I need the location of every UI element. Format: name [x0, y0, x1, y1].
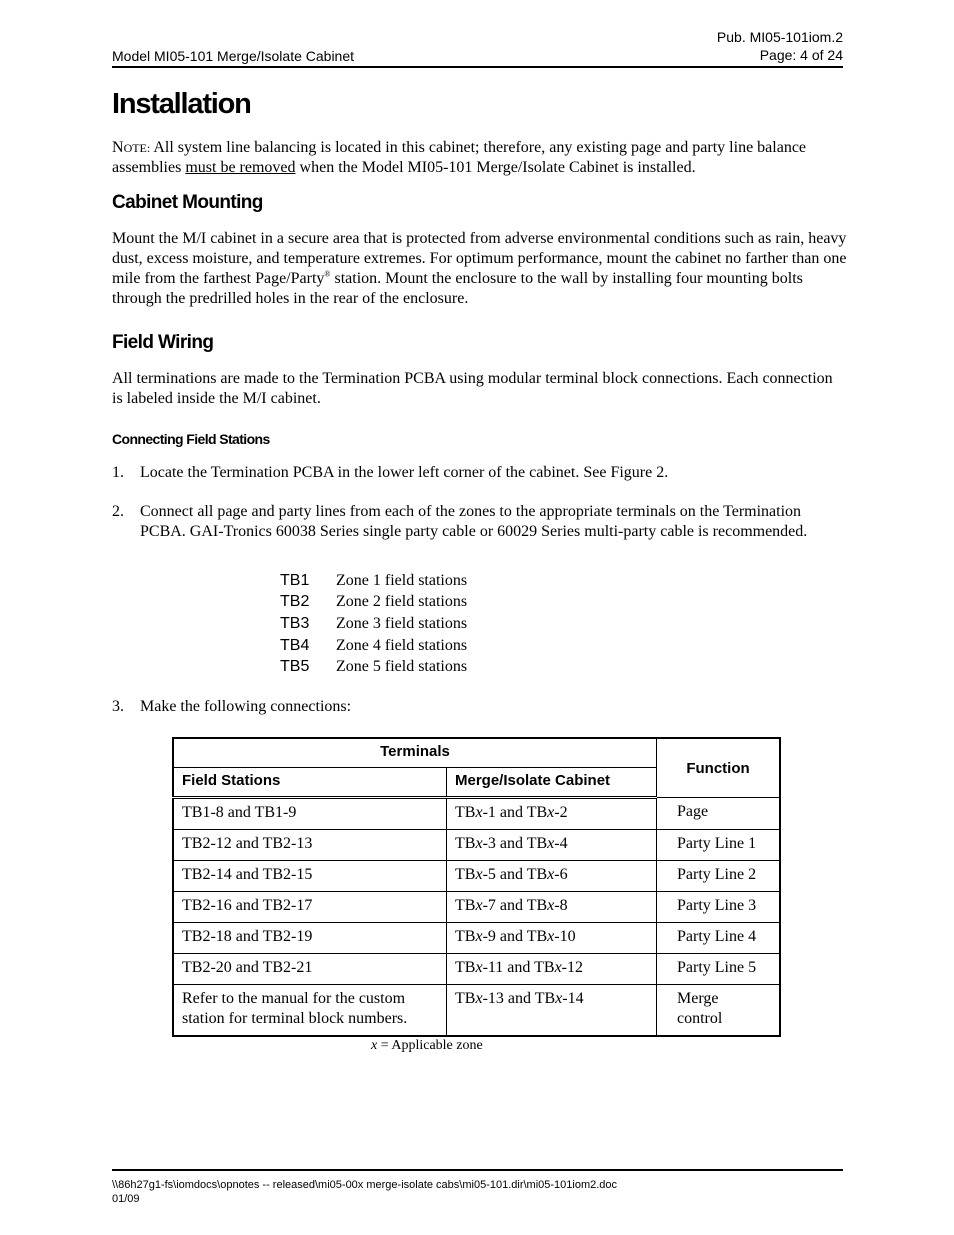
header-terminals: Terminals	[173, 738, 657, 768]
cell-function: Party Line 5	[657, 954, 781, 985]
terminal-block-id: TB4	[280, 637, 310, 654]
list-item-number: 1.	[112, 464, 124, 481]
table-row	[173, 985, 780, 1037]
terminal-block-desc: Zone 5 field stations	[336, 658, 468, 675]
registered-mark: ®	[324, 269, 331, 279]
cell-field-station: TB2-14 and TB2-15	[173, 861, 447, 892]
cell-cabinet-terminal: TBx-3 and TBx-4	[447, 830, 657, 861]
table-row	[173, 861, 780, 892]
terminal-block-id: TB1	[280, 572, 310, 589]
cabinet-mounting-paragraph	[112, 229, 847, 309]
header-pub: Pub. MI05-101iom.2	[716, 29, 843, 45]
cell-cabinet-terminal: TBx-7 and TBx-8	[447, 892, 657, 923]
list-item-number: 3.	[112, 698, 124, 715]
header-function: Function	[657, 738, 781, 798]
cell-field-station: TB2-12 and TB2-13	[173, 830, 447, 861]
heading-cabinet-mounting: Cabinet Mounting	[112, 192, 263, 213]
cell-field-station: TB1-8 and TB1-9	[173, 798, 447, 830]
heading-connecting-field-stations: Connecting Field Stations	[112, 431, 270, 447]
note-label-rest: OTE:	[123, 141, 151, 155]
terminal-block-desc: Zone 4 field stations	[336, 637, 468, 654]
cell-function: Party Line 3	[657, 892, 781, 923]
header-merge-isolate-cabinet: Merge/Isolate Cabinet	[447, 768, 657, 798]
table-row	[173, 798, 780, 830]
note-underlined: must be removed	[185, 159, 296, 176]
terminal-block-id: TB5	[280, 658, 310, 675]
connections-table	[172, 737, 781, 1037]
cell-cabinet-terminal: TBx-9 and TBx-10	[447, 923, 657, 954]
heading-field-wiring: Field Wiring	[112, 332, 214, 353]
footer-date: 01/09	[112, 1193, 140, 1205]
page-header	[112, 26, 843, 68]
cell-field-station: Refer to the manual for the custom station for terminal block numbers.	[173, 985, 447, 1037]
cell-function: Page	[657, 798, 781, 830]
note-text-before: All system line balancing is located in this cabinet; therefore, any existing page and party line balance assemblies	[112, 139, 807, 176]
cell-function: Party Line 1	[657, 830, 781, 861]
field-wiring-paragraph: All terminations are made to the Termination PCBA using modular terminal block connections. Each connection is labeled inside the M/I cabinet.	[112, 370, 833, 407]
table-header-row	[173, 738, 780, 768]
cell-cabinet-terminal: TBx-1 and TBx-2	[447, 798, 657, 830]
table-row	[173, 954, 780, 985]
terminal-block-id: TB2	[280, 593, 310, 610]
terminal-block-id: TB3	[280, 615, 310, 632]
cell-cabinet-terminal: TBx-11 and TBx-12	[447, 954, 657, 985]
note-label-first: N	[112, 139, 124, 156]
table-footnote	[371, 1038, 483, 1054]
footer-file-path: \\86h27g1-fs\iomdocs\opnotes -- released\mi05-00x merge-isolate cabs\mi05-101.dir\mi05-101iom2.doc	[112, 1179, 618, 1191]
note-text-after: when the Model MI05-101 Merge/Isolate Cabinet is installed.	[295, 159, 696, 176]
list-item-text: Locate the Termination PCBA in the lower left corner of the cabinet. See Figure 2.	[140, 464, 669, 481]
terminal-block-desc: Zone 1 field stations	[336, 572, 468, 589]
cell-cabinet-terminal: TBx-13 and TBx-14	[447, 985, 657, 1037]
cell-function: Party Line 2	[657, 861, 781, 892]
table-footnote-text: = Applicable zone	[377, 1038, 483, 1053]
table-row	[173, 830, 780, 861]
list-item-text: Make the following connections:	[140, 698, 352, 715]
cabinet-mounting-text-after: station. Mount the enclosure to the wall by installing four mounting bolts through the predrilled holes in the rear of the enclosure.	[112, 270, 803, 307]
header-model: Model MI05-101 Merge/Isolate Cabinet	[112, 48, 355, 64]
header-field-stations: Field Stations	[173, 768, 447, 798]
note-paragraph	[112, 138, 847, 178]
header-pub-page	[717, 28, 843, 64]
terminal-block-desc: Zone 3 field stations	[336, 615, 468, 632]
list-item-number: 2.	[112, 503, 124, 520]
cell-function: Merge control	[657, 985, 781, 1037]
list-item-text: Connect all page and party lines from each of the zones to the appropriate terminals on the Termination PCBA. GAI-Tronics 60038 Series single party cable or 60029 Series multi-party cable is recommended.	[140, 503, 808, 540]
cell-field-station: TB2-18 and TB2-19	[173, 923, 447, 954]
cell-cabinet-terminal: TBx-5 and TBx-6	[447, 861, 657, 892]
header-page-number: Page: 4 of 24	[759, 47, 843, 63]
table-row	[173, 892, 780, 923]
cell-function: Party Line 4	[657, 923, 781, 954]
terminal-block-desc: Zone 2 field stations	[336, 593, 468, 610]
table-row	[173, 923, 780, 954]
page-title: Installation	[112, 88, 251, 120]
cell-field-station: TB2-20 and TB2-21	[173, 954, 447, 985]
cell-field-station: TB2-16 and TB2-17	[173, 892, 447, 923]
cabinet-mounting-text-before: Mount the M/I cabinet in a secure area that is protected from adverse environmental conditions such as rain, heavy dust, excess moisture, and temperature extremes. For optimum performance, mount the cabinet no farther than one mile from the farthest Page/Party	[112, 230, 847, 287]
page-footer	[112, 1169, 843, 1206]
table-footnote-var: x	[371, 1038, 378, 1053]
